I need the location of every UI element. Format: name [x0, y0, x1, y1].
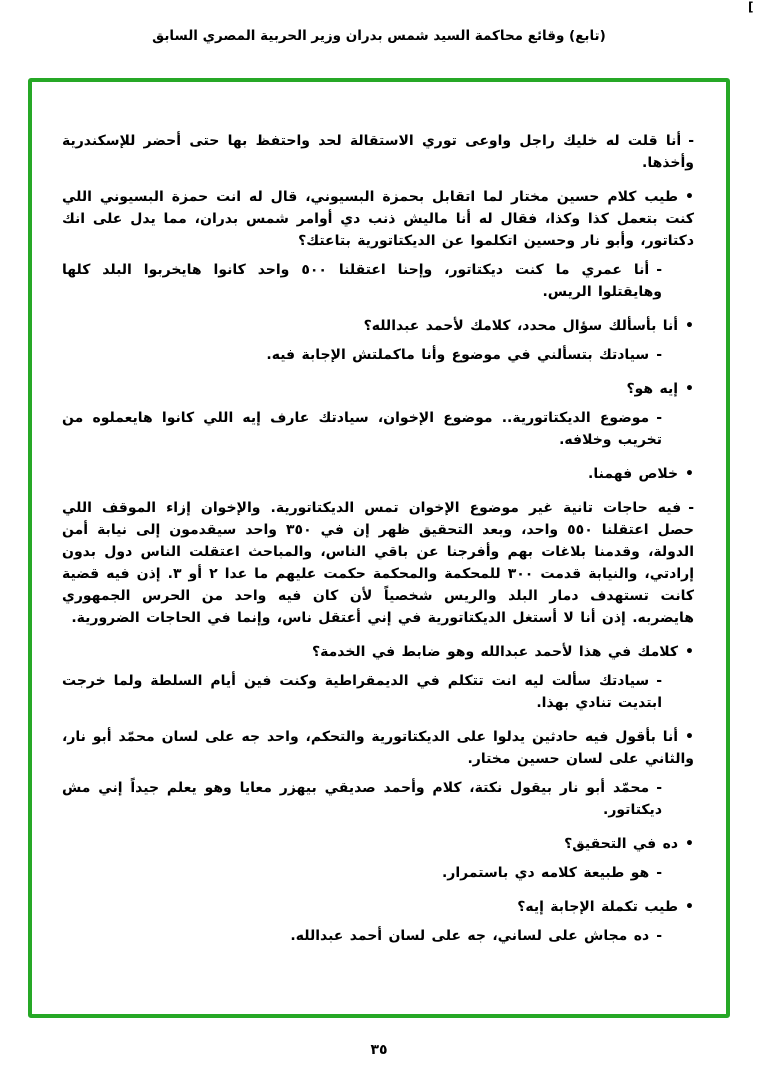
dialogue-text: أنا بأسألك سؤال محدد، كلامك لأحمد عبدالله؟	[363, 318, 679, 334]
bullet-marker: •	[685, 466, 694, 482]
bullet-marker: •	[685, 381, 694, 397]
dialogue-text: طيب تكملة الإجابة إيه؟	[517, 899, 679, 915]
dash-marker: -	[656, 410, 662, 426]
dialogue-item	[62, 862, 694, 884]
dialogue-item	[62, 259, 694, 303]
dash-marker: -	[656, 262, 663, 278]
bullet-marker: •	[685, 318, 694, 334]
dash-marker: -	[656, 673, 662, 689]
dialogue-text: سيادتك بتسألني في موضوع وأنا ماكملتش الإجابة فيه.	[266, 347, 650, 363]
dash-marker: -	[656, 865, 662, 881]
dash-marker: -	[656, 347, 662, 363]
dialogue-item	[62, 315, 694, 337]
bullet-marker: •	[685, 644, 694, 660]
dialogue-text: إيه هو؟	[626, 381, 679, 397]
dialogue-item	[62, 641, 694, 663]
bullet-marker: •	[685, 899, 694, 915]
bullet-marker: •	[685, 836, 694, 852]
dialogue-item	[62, 833, 694, 855]
corner-crop-mark: [	[748, 0, 754, 14]
dialogue-item	[62, 925, 694, 947]
dialogue-item	[62, 497, 694, 629]
dialogue-text: محمّد أبو نار بيقول نكتة، كلام وأحمد صديقي بيهزر معايا وهو يعلم جيداً إني مش ديكتاتور.	[62, 780, 662, 818]
page-header-title: (تابع) وقائع محاكمة السيد شمس بدران وزير الحربية المصري السابق	[152, 28, 606, 44]
dash-marker: -	[656, 780, 662, 796]
dialogue-item	[62, 726, 694, 770]
dialogue-item	[62, 186, 694, 252]
dialogue-text: ده مجاش على لساني، جه على لسان أحمد عبدالله.	[290, 928, 650, 944]
dialogue-text: سيادتك سألت ليه انت تتكلم في الديمقراطية وكنت فين أيام السلطة ولما خرجت ابتديت تنادي بهذا.	[62, 673, 662, 711]
transcript-content	[62, 130, 694, 947]
dialogue-text: خلاص فهمنا.	[588, 466, 679, 482]
dialogue-text: طيب كلام حسين مختار لما اتقابل بحمزة البسيوني، قال له انت حمزة البسيوني اللي كنت بتعمل كذا وكذا، فقال له أنا ماليش ذنب دي أوامر شمس بدران، مما يدل على انك دكتاتور، وأبو نار وحسين اتكلموا عن الديكتاتورية بتاعتك؟	[62, 189, 694, 249]
dialogue-item	[62, 670, 694, 714]
dialogue-text: كلامك في هذا لأحمد عبدالله وهو ضابط في الخدمة؟	[311, 644, 679, 660]
page-number: ٣٥	[370, 1042, 388, 1058]
dialogue-item	[62, 463, 694, 485]
dash-marker: -	[656, 928, 662, 944]
dialogue-item	[62, 777, 694, 821]
dialogue-item	[62, 344, 694, 366]
page-frame	[28, 78, 730, 1018]
dialogue-item	[62, 130, 694, 174]
bullet-marker: •	[685, 729, 694, 745]
dash-marker: -	[688, 500, 694, 516]
dialogue-text: ده في التحقيق؟	[564, 836, 679, 852]
dialogue-text: موضوع الديكتاتورية.. موضوع الإخوان، سيادتك عارف إيه اللي كانوا هايعملوه من تخريب وخلافه.	[62, 410, 662, 448]
dialogue-text: أنا قلت له خليك راجل واوعى توري الاستقالة لحد واحتفظ بها حتى أحضر للإسكندرية وأخذها.	[62, 133, 694, 171]
dialogue-text: أنا عمري ما كنت ديكتاتور، وإحنا اعتقلنا ٥٠٠ واحد كانوا هايخربوا البلد كلها وهايقتلوا الريس.	[62, 262, 662, 300]
dialogue-item	[62, 378, 694, 400]
bullet-marker: •	[685, 189, 694, 205]
dialogue-item	[62, 407, 694, 451]
dialogue-text: أنا بأقول فيه حادثين يدلوا على الديكتاتورية والتحكم، واحد جه على لسان محمّد أبو نار، والثاني على لسان حسين مختار.	[62, 729, 694, 767]
dash-marker: -	[688, 133, 694, 149]
dialogue-text: هو طبيعة كلامه دي باستمرار.	[441, 865, 650, 881]
dialogue-text: فيه حاجات تانية غير موضوع الإخوان تمس الديكتاتورية. والإخوان إزاء الموقف اللي حصل اعتقلنا ٥٥٠ واحد، وبعد التحقيق ظهر إن في ٣٥٠ واحد سيقدمون إلى نيابة أمن الدولة، وقدمنا بلاغات بهم وأفرجنا عن باقي الناس، والمباحث اعتقلت الناس دول بدون إرادتي، والنيابة قدمت ٣٠٠ للمحكمة والمحكمة حكمت عليهم ما عدا ٢ أو ٣. إذن فيه قضية كانت تستهدف دمار البلد والريس شخصياً لأن كان فيه واحد من الحرس الجمهوري هايضربه. إذن أنا لا أستغل الديكتاتورية في إني أعتقل ناس، وإنما في الحاجات الضرورية.	[62, 500, 695, 626]
dialogue-item	[62, 896, 694, 918]
